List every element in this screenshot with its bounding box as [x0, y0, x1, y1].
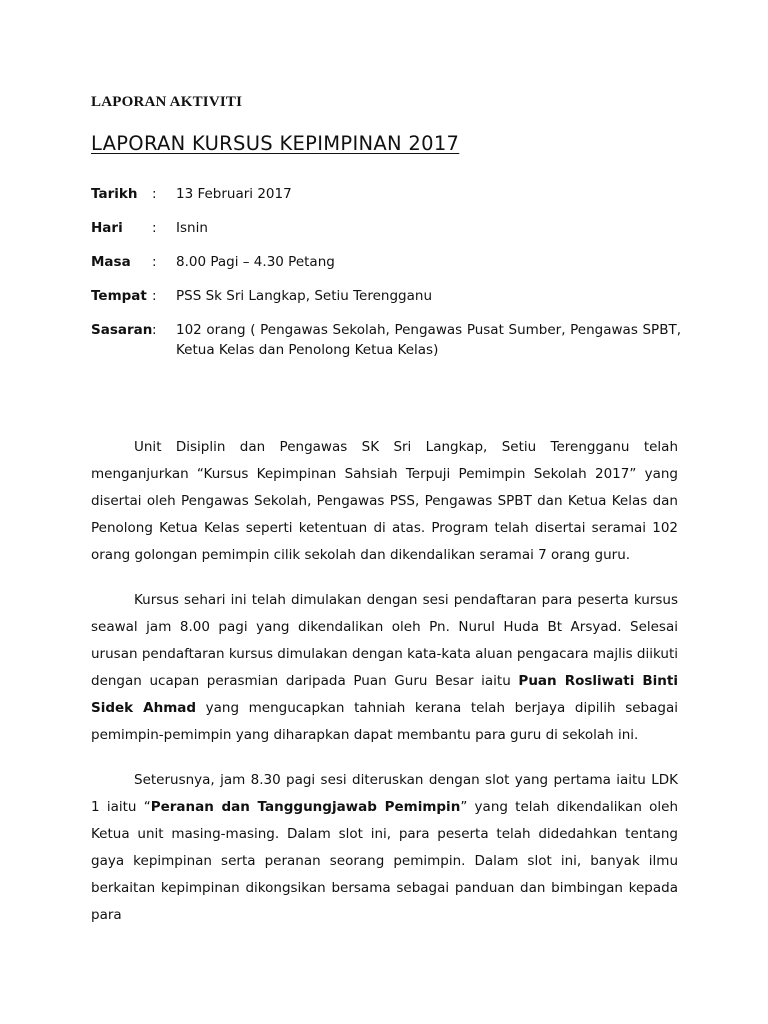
- paragraph-3-text-a: Seterusnya, jam 8.30 pagi sesi diteruskan dengan slot yang pertama iaitu LDK 1 iaitu “: [91, 772, 678, 815]
- detail-separator: :: [152, 254, 157, 270]
- guru-besar-name: Puan Rosliwati Binti Sidek Ahmad: [91, 673, 678, 716]
- detail-row-masa: [91, 252, 681, 272]
- detail-label: Tarikh: [91, 186, 138, 202]
- document-type-heading: LAPORAN AKTIVITI: [91, 94, 243, 110]
- detail-label: Masa: [91, 254, 131, 270]
- detail-value: Isnin: [176, 220, 208, 236]
- paragraph-2-text-a: Kursus sehari ini telah dimulakan dengan sesi pendaftaran para peserta kursus seawal jam 8.00 pagi yang dikendalikan oleh Pn. Nurul Huda Bt Arsyad. Selesai urusan pendaftaran kursus dimulakan dengan kata-kata aluan pengacara majlis diikuti dengan ucapan perasmian daripada Puan Guru Besar iaitu: [91, 592, 678, 689]
- paragraph-2: [91, 587, 678, 749]
- detail-row-tempat: [91, 286, 681, 306]
- detail-value: 13 Februari 2017: [176, 186, 292, 202]
- detail-separator: :: [152, 288, 157, 304]
- detail-value: 8.00 Pagi – 4.30 Petang: [176, 254, 335, 270]
- paragraph-1: Unit Disiplin dan Pengawas SK Sri Langkap, Setiu Terengganu telah menganjurkan “Kursus Kepimpinan Sahsiah Terpuji Pemimpin Sekolah 2017” yang disertai oleh Pengawas Sekolah, Pengawas PSS, Pengawas SPBT dan Ketua Kelas dan Penolong Ketua Kelas seperti ketentuan di atas. Program telah disertai seramai 102 orang golongan pemimpin cilik sekolah dan dikendalikan seramai 7 orang guru.: [91, 439, 678, 563]
- paragraph-3-text-b: ” yang telah dikendalikan oleh Ketua unit masing-masing. Dalam slot ini, para peserta telah didedahkan tentang gaya kepimpinan serta peranan seorang pemimpin. Dalam slot ini, banyak ilmu berkaitan kepimpinan dikongsikan bersama sebagai panduan dan bimbingan kepada para: [91, 799, 679, 923]
- document-title: LAPORAN KURSUS KEPIMPINAN 2017: [91, 132, 460, 155]
- detail-label: Sasaran: [91, 322, 153, 338]
- detail-value: PSS Sk Sri Langkap, Setiu Terengganu: [176, 288, 432, 304]
- detail-row-hari: [91, 218, 681, 238]
- paragraph-3: [91, 767, 678, 929]
- detail-value: 102 orang ( Pengawas Sekolah, Pengawas Pusat Sumber, Pengawas SPBT, Ketua Kelas dan Penolong Ketua Kelas): [176, 322, 681, 358]
- detail-separator: :: [152, 186, 157, 202]
- detail-label: Hari: [91, 220, 123, 236]
- slot-title: Peranan dan Tanggungjawab Pemimpin: [150, 799, 461, 815]
- detail-separator: :: [152, 220, 157, 236]
- detail-row-sasaran: [91, 320, 681, 360]
- detail-row-tarikh: [91, 184, 681, 204]
- details-table: [91, 184, 681, 374]
- paragraph-2-text-b: yang mengucapkan tahniah kerana telah berjaya dipilih sebagai pemimpin-pemimpin yang diharapkan dapat membantu para guru di sekolah ini.: [91, 700, 678, 743]
- detail-separator: :: [152, 322, 157, 338]
- detail-label: Tempat: [91, 288, 147, 304]
